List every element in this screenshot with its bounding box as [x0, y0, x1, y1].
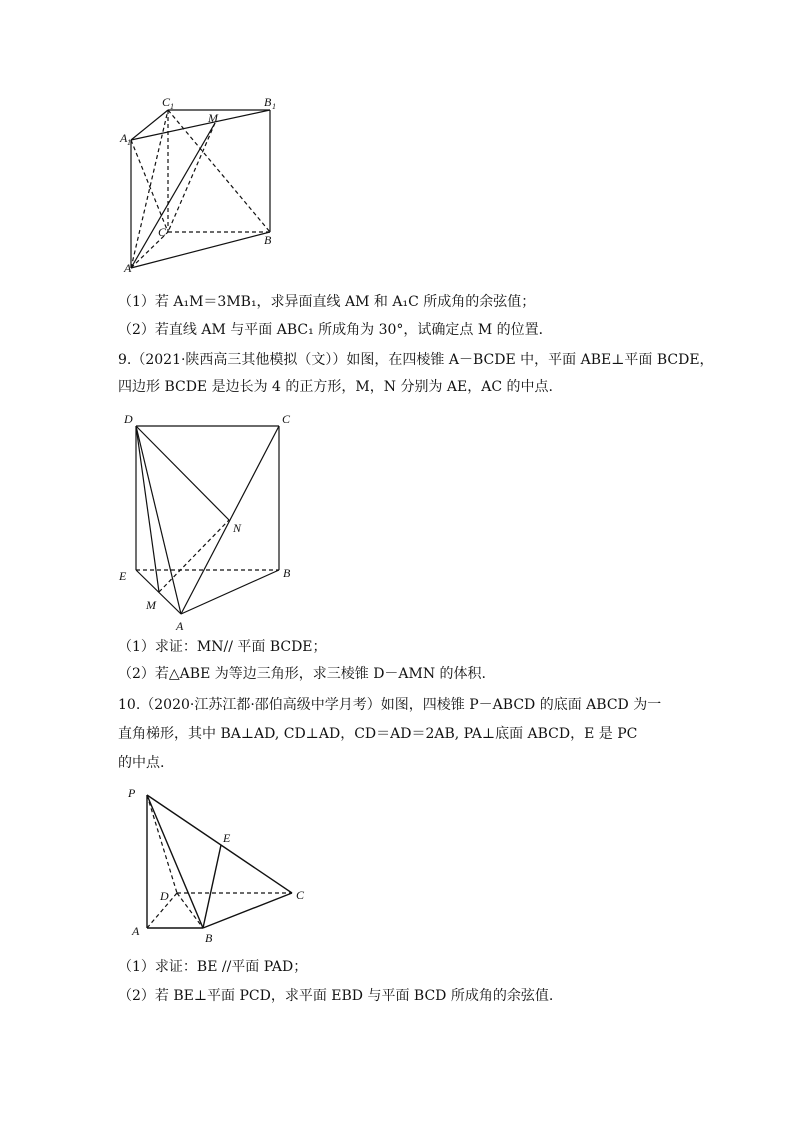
label-A1-sub: 1 — [127, 138, 131, 147]
problem10-statement-line3: 的中点. — [118, 755, 165, 771]
label-C1: C — [162, 95, 171, 109]
label-D: D — [124, 412, 133, 426]
label-A-p9: A — [176, 619, 184, 633]
label-C1-sub: 1 — [170, 102, 174, 111]
label-B1: B — [264, 95, 272, 109]
label-A: A — [124, 261, 132, 275]
problem9-statement-line1: 9.（2021·陕西高三其他模拟（文））如图，在四棱锥 A－BCDE 中，平面 ABE⊥平面 BCDE， — [118, 352, 714, 368]
label-N: N — [233, 521, 242, 535]
problem8-question2: （2）若直线 AM 与平面 ABC₁ 所成角为 30°，试确定点 M 的位置． — [118, 322, 553, 338]
label-P: P — [128, 786, 136, 800]
label-A1: A — [120, 131, 128, 145]
label-B-p9: B — [283, 566, 291, 580]
label-C-p9: C — [282, 412, 291, 426]
problem9-question1: （1）求证：MN// 平面 BCDE； — [118, 639, 327, 655]
problem10-statement-line2: 直角梯形，其中 BA⊥AD, CD⊥AD，CD＝AD＝2AB, PA⊥底面 ABCD，E 是 PC — [118, 726, 638, 742]
label-E-p10: E — [223, 831, 231, 845]
label-B-p10: B — [205, 931, 213, 945]
label-B1-sub: 1 — [272, 102, 276, 111]
problem9-statement-line2: 四边形 BCDE 是边长为 4 的正方形，M，N 分别为 AE，AC 的中点. — [118, 379, 553, 395]
label-C-p10: C — [296, 888, 305, 902]
label-D-p10: D — [160, 889, 169, 903]
problem9-question2: （2）若△ABE 为等边三角形，求三棱锥 D－AMN 的体积. — [118, 666, 487, 682]
problem8-question1: （1）若 A₁M＝3MB₁，求异面直线 AM 和 A₁C 所成角的余弦值； — [118, 294, 536, 310]
label-M-p9: M — [146, 598, 156, 612]
problem10-question2: （2）若 BE⊥平面 PCD，求平面 EBD 与平面 BCD 所成角的余弦值. — [118, 988, 554, 1004]
problem10-statement-line1: 10.（2020·江苏江都·邵伯高级中学月考）如图，四棱锥 P－ABCD 的底面 ABCD 为一 — [118, 697, 662, 713]
label-M: M — [208, 111, 218, 125]
label-A-p10: A — [132, 924, 140, 938]
problem10-question1: （1）求证：BE //平面 PAD； — [118, 959, 308, 975]
label-E: E — [119, 569, 127, 583]
label-C: C — [158, 225, 167, 239]
label-B: B — [264, 233, 272, 247]
